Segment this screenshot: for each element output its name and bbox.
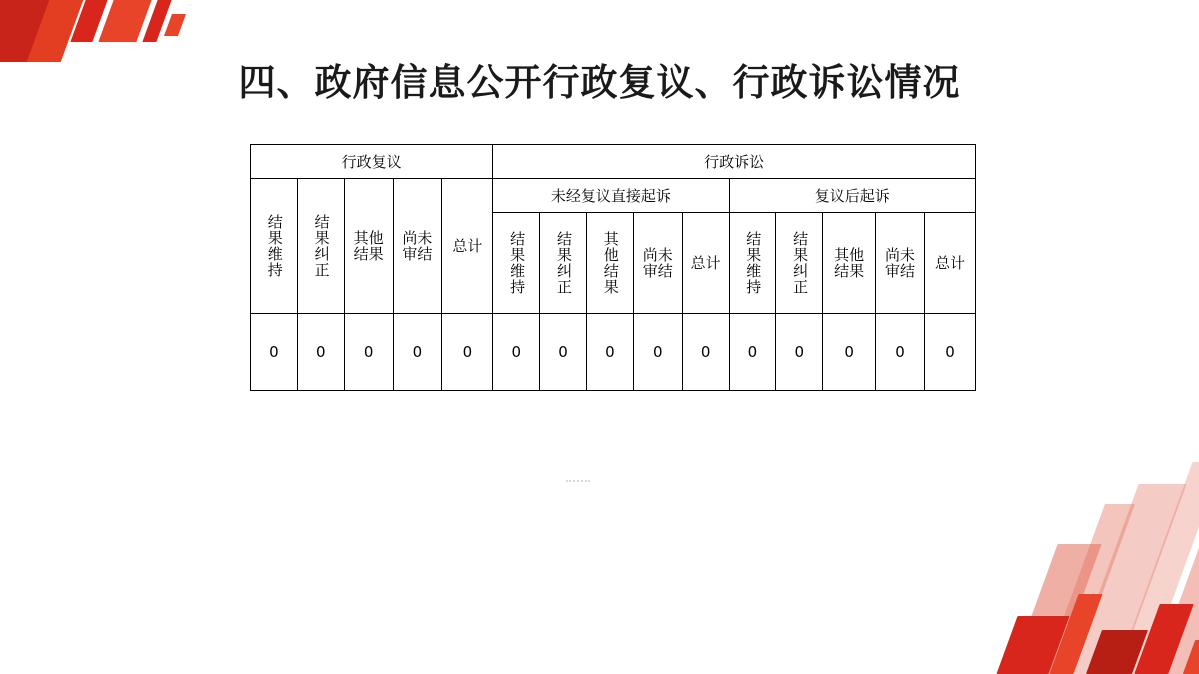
group-header-litigation: 行政诉讼	[493, 145, 976, 179]
table-group-header-row	[251, 145, 976, 179]
leaf-header-2: 其他结果	[344, 179, 393, 314]
cell-value-7: 0	[586, 314, 633, 391]
leaf-header-13: 尚未审结	[876, 213, 925, 314]
leaf-header-12: 其他结果	[823, 213, 876, 314]
cell-value-6: 0	[540, 314, 587, 391]
sub-header-after-review-litigation: 复议后起诉	[729, 179, 976, 213]
report-table-container	[250, 144, 976, 391]
cell-value-2: 0	[344, 314, 393, 391]
sub-header-direct-litigation: 未经复议直接起诉	[493, 179, 729, 213]
leaf-header-14: 总计	[924, 213, 975, 314]
leaf-header-11: 结果纠正	[776, 213, 823, 314]
cell-value-14: 0	[924, 314, 975, 391]
cell-value-13: 0	[876, 314, 925, 391]
cell-value-4: 0	[442, 314, 493, 391]
leaf-header-8: 尚未审结	[633, 213, 682, 314]
leaf-header-10: 结果维持	[729, 213, 776, 314]
leaf-header-3: 尚未审结	[393, 179, 442, 314]
cell-value-0: 0	[251, 314, 298, 391]
leaf-header-1: 结果纠正	[297, 179, 344, 314]
divider-dots	[566, 480, 590, 485]
leaf-header-6: 结果纠正	[540, 213, 587, 314]
page-title: 四、政府信息公开行政复议、行政诉讼情况	[238, 61, 961, 104]
administrative-review-litigation-table	[250, 144, 976, 391]
leaf-header-5: 结果维持	[493, 213, 540, 314]
cell-value-11: 0	[776, 314, 823, 391]
table-row	[251, 314, 976, 391]
cell-value-9: 0	[682, 314, 729, 391]
cell-value-5: 0	[493, 314, 540, 391]
group-header-review: 行政复议	[251, 145, 493, 179]
cell-value-10: 0	[729, 314, 776, 391]
leaf-header-9: 总计	[682, 213, 729, 314]
decorative-corner-bottom-right	[859, 444, 1199, 674]
leaf-header-0: 结果维持	[251, 179, 298, 314]
cell-value-12: 0	[823, 314, 876, 391]
leaf-header-4: 总计	[442, 179, 493, 314]
cell-value-1: 0	[297, 314, 344, 391]
cell-value-3: 0	[393, 314, 442, 391]
table-sub-header-row	[251, 179, 976, 213]
leaf-header-7: 其他结果	[586, 213, 633, 314]
cell-value-8: 0	[633, 314, 682, 391]
